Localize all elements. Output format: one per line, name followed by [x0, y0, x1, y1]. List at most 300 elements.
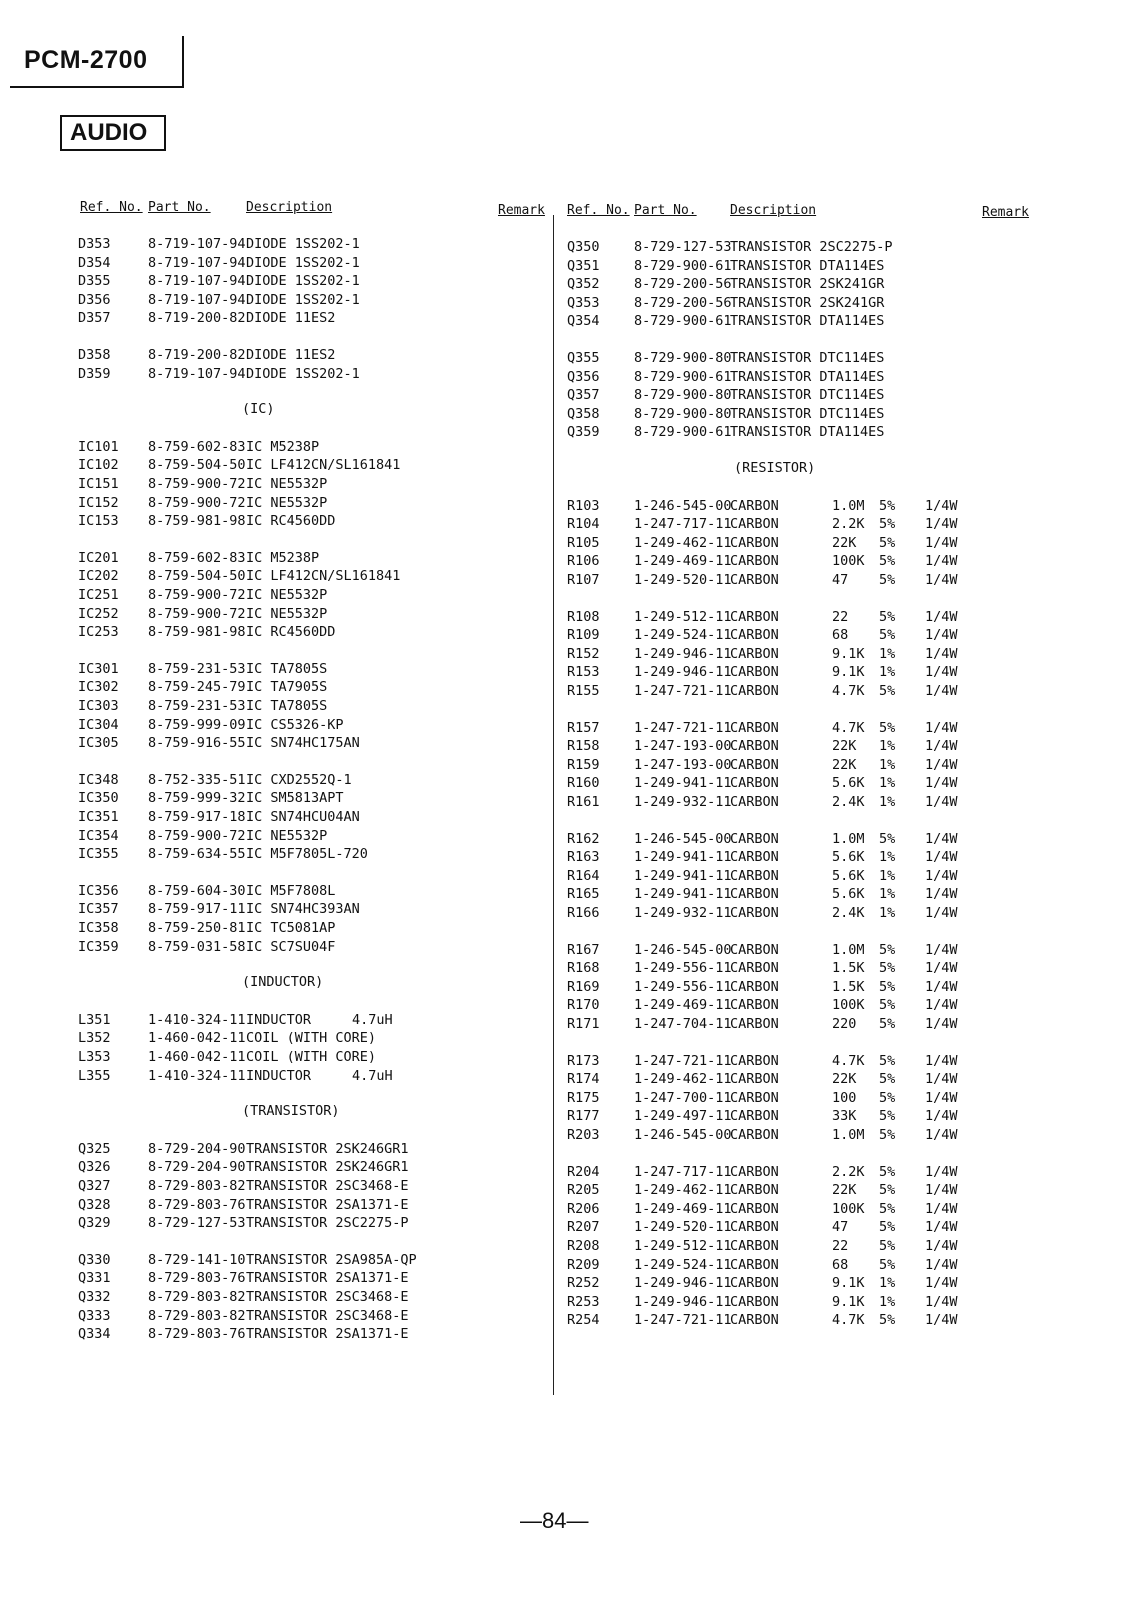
ref-no: R168 — [567, 960, 600, 977]
wattage: 1/4W — [925, 1016, 958, 1032]
part-no: 8-759-900-72 — [148, 494, 246, 511]
part-no: 1-249-512-11 — [634, 608, 732, 625]
ref-no: R209 — [567, 1256, 600, 1273]
value: 100K — [832, 1200, 865, 1217]
description: CARBON — [730, 1312, 779, 1329]
tolerance: 5% — [879, 941, 896, 958]
value: 5.6K — [832, 849, 865, 866]
tolerance: 1% — [879, 1293, 896, 1310]
value: 2.4K — [832, 794, 865, 810]
tolerance: 5% — [879, 978, 896, 995]
part-no: 1-249-941-11 — [634, 775, 732, 792]
section-label-box — [60, 115, 166, 151]
description: IC M5F7808L — [246, 882, 336, 899]
description: CARBON — [730, 1016, 779, 1032]
header-part-no-right: Part No. — [634, 203, 697, 218]
ref-no: Q327 — [78, 1178, 111, 1194]
part-no: 1-249-497-11 — [634, 1108, 732, 1125]
part-no: 8-759-999-32 — [148, 790, 246, 807]
part-no: 8-729-200-56 — [634, 276, 732, 293]
part-no: 8-759-634-55 — [148, 846, 246, 863]
part-no: 8-729-803-76 — [148, 1270, 246, 1287]
ref-no: L355 — [78, 1067, 111, 1084]
wattage: 1/4W — [925, 572, 958, 588]
part-no: 8-729-127-53 — [148, 1215, 246, 1232]
description: IC SC7SU04F — [246, 938, 336, 955]
category-heading: (INDUCTOR) — [242, 974, 324, 991]
value: 4.7K — [832, 1052, 865, 1069]
value: 100K — [832, 553, 865, 570]
ref-no: IC153 — [78, 513, 119, 530]
description: DIODE 1SS202-1 — [246, 254, 360, 271]
wattage: 1/4W — [925, 1200, 958, 1217]
ref-no: R163 — [567, 849, 600, 866]
ref-no: R152 — [567, 645, 600, 662]
part-no: 1-249-946-11 — [634, 664, 732, 681]
title-divider — [182, 36, 184, 88]
header-ref-no-right: Ref. No. — [567, 203, 630, 218]
ref-no: D356 — [78, 291, 111, 308]
wattage: 1/4W — [925, 645, 958, 662]
category-heading: (RESISTOR) — [734, 460, 816, 476]
ref-no: IC102 — [78, 457, 119, 474]
part-no: 8-719-107-94 — [148, 254, 246, 271]
part-no: 1-249-462-11 — [634, 1071, 732, 1088]
value: 22 — [832, 608, 849, 625]
ref-no: Q356 — [567, 368, 600, 385]
part-no: 1-247-721-11 — [634, 1052, 732, 1069]
ref-no: R105 — [567, 534, 600, 551]
tolerance: 5% — [879, 719, 896, 736]
part-no: 8-759-602-83 — [148, 438, 246, 455]
part-no: 8-729-803-82 — [148, 1178, 246, 1194]
tolerance: 5% — [879, 1052, 896, 1069]
ref-no: Q359 — [567, 424, 600, 441]
part-no: 8-759-917-11 — [148, 901, 246, 918]
description: TRANSISTOR DTA114ES — [730, 257, 885, 274]
ref-no: R253 — [567, 1293, 600, 1310]
ref-no: R107 — [567, 572, 600, 588]
part-no: 1-247-721-11 — [634, 719, 732, 736]
part-no: 8-729-200-56 — [634, 294, 732, 311]
ref-no: R108 — [567, 608, 600, 625]
value: 100K — [832, 997, 865, 1014]
column-divider — [553, 215, 554, 1395]
description: DIODE 11ES2 — [246, 310, 336, 327]
ref-no: IC350 — [78, 790, 119, 807]
wattage: 1/4W — [925, 756, 958, 773]
part-no: 1-247-704-11 — [634, 1016, 732, 1032]
tolerance: 5% — [879, 683, 896, 699]
ref-no: D357 — [78, 310, 111, 327]
wattage: 1/4W — [925, 1163, 958, 1180]
tolerance: 5% — [879, 497, 896, 514]
wattage: 1/4W — [925, 627, 958, 644]
part-no: 8-729-900-61 — [634, 424, 732, 441]
ref-no: R155 — [567, 683, 600, 699]
value: 5.6K — [832, 886, 865, 903]
description: TRANSISTOR 2SC2275-P — [246, 1215, 409, 1232]
tolerance: 5% — [879, 1016, 896, 1032]
part-no: 8-759-999-09 — [148, 716, 246, 733]
ref-no: R208 — [567, 1238, 600, 1254]
wattage: 1/4W — [925, 997, 958, 1014]
value: 9.1K — [832, 1275, 865, 1292]
description: TRANSISTOR 2SA1371-E — [246, 1270, 409, 1287]
part-no: 8-729-900-80 — [634, 350, 732, 366]
description: CARBON — [730, 1293, 779, 1310]
part-no: 8-759-250-81 — [148, 920, 246, 936]
description: CARBON — [730, 1200, 779, 1217]
part-no: 8-729-803-76 — [148, 1196, 246, 1213]
wattage: 1/4W — [925, 664, 958, 681]
wattage: 1/4W — [925, 497, 958, 514]
description: TRANSISTOR 2SA1371-E — [246, 1326, 409, 1343]
tolerance: 5% — [879, 608, 896, 625]
value: 4.7uH — [352, 1011, 393, 1028]
wattage: 1/4W — [925, 978, 958, 995]
ref-no: Q351 — [567, 257, 600, 274]
description: TRANSISTOR 2SA985A-QP — [246, 1251, 417, 1268]
part-no: 8-759-900-72 — [148, 587, 246, 603]
description: CARBON — [730, 997, 779, 1014]
ref-no: R206 — [567, 1200, 600, 1217]
part-no: 8-752-335-51 — [148, 771, 246, 788]
part-no: 1-247-193-00 — [634, 738, 732, 755]
ref-no: Q325 — [78, 1140, 111, 1157]
wattage: 1/4W — [925, 683, 958, 699]
tolerance: 1% — [879, 794, 896, 810]
wattage: 1/4W — [925, 608, 958, 625]
value: 33K — [832, 1108, 857, 1125]
description: CARBON — [730, 719, 779, 736]
part-no: 1-246-545-00 — [634, 1127, 732, 1143]
part-no: 8-729-803-82 — [148, 1289, 246, 1305]
tolerance: 5% — [879, 627, 896, 644]
tolerance: 5% — [879, 1108, 896, 1125]
wattage: 1/4W — [925, 534, 958, 551]
header-description-left: Description — [246, 200, 333, 215]
part-no: 8-759-231-53 — [148, 698, 246, 714]
ref-no: D354 — [78, 254, 111, 271]
ref-no: IC357 — [78, 901, 119, 918]
description: CARBON — [730, 645, 779, 662]
value: 1.0M — [832, 1127, 865, 1143]
value: 22K — [832, 1182, 857, 1199]
ref-no: IC253 — [78, 624, 119, 641]
value: 9.1K — [832, 664, 865, 681]
wattage: 1/4W — [925, 1052, 958, 1069]
ref-no: R167 — [567, 941, 600, 958]
value: 9.1K — [832, 1293, 865, 1310]
ref-no: R252 — [567, 1275, 600, 1292]
description: IC RC4560DD — [246, 624, 336, 641]
description: CARBON — [730, 794, 779, 810]
description: CARBON — [730, 960, 779, 977]
part-no: 8-759-981-98 — [148, 513, 246, 530]
ref-no: IC302 — [78, 679, 119, 696]
description: INDUCTOR — [246, 1011, 312, 1028]
tolerance: 5% — [879, 1256, 896, 1273]
ref-no: IC252 — [78, 605, 119, 622]
part-no: 1-247-700-11 — [634, 1089, 732, 1106]
ref-no: D358 — [78, 347, 111, 363]
part-no: 1-247-717-11 — [634, 516, 732, 533]
page-number: —84— — [520, 1508, 589, 1533]
wattage: 1/4W — [925, 905, 958, 921]
ref-no: R103 — [567, 497, 600, 514]
part-no: 8-729-900-80 — [634, 405, 732, 422]
part-no: 1-249-932-11 — [634, 794, 732, 810]
value: 47 — [832, 572, 849, 588]
part-no: 1-249-946-11 — [634, 1293, 732, 1310]
part-no: 8-759-245-79 — [148, 679, 246, 696]
part-no: 1-249-512-11 — [634, 1238, 732, 1254]
tolerance: 5% — [879, 960, 896, 977]
part-no: 8-759-504-50 — [148, 568, 246, 585]
value: 5.6K — [832, 867, 865, 884]
part-no: 1-247-193-00 — [634, 756, 732, 773]
tolerance: 1% — [879, 775, 896, 792]
part-no: 8-759-604-30 — [148, 882, 246, 899]
header-remark-right: Remark — [982, 205, 1029, 220]
ref-no: R169 — [567, 978, 600, 995]
part-no: 8-759-504-50 — [148, 457, 246, 474]
ref-no: Q353 — [567, 294, 600, 311]
description: IC CXD2552Q-1 — [246, 771, 352, 788]
description: TRANSISTOR 2SA1371-E — [246, 1196, 409, 1213]
part-no: 1-246-545-00 — [634, 497, 732, 514]
part-no: 8-729-204-90 — [148, 1159, 246, 1176]
description: CARBON — [730, 886, 779, 903]
ref-no: R160 — [567, 775, 600, 792]
ref-no: Q334 — [78, 1326, 111, 1343]
part-no: 1-460-042-11 — [148, 1030, 246, 1047]
wattage: 1/4W — [925, 1182, 958, 1199]
tolerance: 1% — [879, 664, 896, 681]
description: IC SM5813APT — [246, 790, 344, 807]
description: TRANSISTOR 2SK246GR1 — [246, 1159, 409, 1176]
tolerance: 5% — [879, 1163, 896, 1180]
description: IC CS5326-KP — [246, 716, 344, 733]
part-no: 1-249-556-11 — [634, 978, 732, 995]
description: CARBON — [730, 608, 779, 625]
ref-no: IC351 — [78, 809, 119, 825]
value: 22K — [832, 534, 857, 551]
part-no: 1-249-932-11 — [634, 905, 732, 921]
description: CARBON — [730, 756, 779, 773]
ref-no: IC356 — [78, 882, 119, 899]
value: 2.2K — [832, 516, 865, 533]
ref-no: IC251 — [78, 587, 119, 603]
tolerance: 5% — [879, 1238, 896, 1254]
ref-no: Q355 — [567, 350, 600, 366]
value: 47 — [832, 1219, 849, 1236]
value: 22K — [832, 1071, 857, 1088]
description: TRANSISTOR DTA114ES — [730, 368, 885, 385]
tolerance: 1% — [879, 886, 896, 903]
ref-no: Q354 — [567, 313, 600, 330]
ref-no: Q326 — [78, 1159, 111, 1176]
part-no: 8-729-900-61 — [634, 368, 732, 385]
tolerance: 5% — [879, 1312, 896, 1329]
ref-no: IC202 — [78, 568, 119, 585]
part-no: 1-249-524-11 — [634, 627, 732, 644]
value: 220 — [832, 1016, 857, 1032]
wattage: 1/4W — [925, 849, 958, 866]
tolerance: 5% — [879, 516, 896, 533]
ref-no: D353 — [78, 236, 111, 252]
ref-no: IC355 — [78, 846, 119, 863]
wattage: 1/4W — [925, 1071, 958, 1088]
wattage: 1/4W — [925, 1238, 958, 1254]
ref-no: IC305 — [78, 735, 119, 752]
part-no: 8-719-107-94 — [148, 273, 246, 290]
ref-no: Q352 — [567, 276, 600, 293]
ref-no: Q357 — [567, 387, 600, 404]
ref-no: R170 — [567, 997, 600, 1014]
wattage: 1/4W — [925, 794, 958, 810]
tolerance: 5% — [879, 1071, 896, 1088]
description: CARBON — [730, 1089, 779, 1106]
part-no: 1-249-524-11 — [634, 1256, 732, 1273]
part-no: 1-249-469-11 — [634, 553, 732, 570]
tolerance: 1% — [879, 849, 896, 866]
ref-no: IC101 — [78, 438, 119, 455]
ref-no: L351 — [78, 1011, 111, 1028]
ref-no: R203 — [567, 1127, 600, 1143]
description: CARBON — [730, 738, 779, 755]
wattage: 1/4W — [925, 719, 958, 736]
description: TRANSISTOR DTC114ES — [730, 387, 885, 404]
part-no: 8-729-900-80 — [634, 387, 732, 404]
ref-no: L352 — [78, 1030, 111, 1047]
ref-no: R171 — [567, 1016, 600, 1032]
description: DIODE 1SS202-1 — [246, 273, 360, 290]
description: IC TA7805S — [246, 698, 328, 714]
value: 1.0M — [832, 830, 865, 847]
description: DIODE 1SS202-1 — [246, 291, 360, 308]
part-no: 1-249-469-11 — [634, 1200, 732, 1217]
section-label: AUDIO — [70, 119, 148, 146]
tolerance: 5% — [879, 553, 896, 570]
description: TRANSISTOR 2SK241GR — [730, 294, 885, 311]
part-no: 8-729-803-76 — [148, 1326, 246, 1343]
ref-no: R207 — [567, 1219, 600, 1236]
part-no: 1-247-721-11 — [634, 683, 732, 699]
tolerance: 5% — [879, 1127, 896, 1143]
ref-no: Q329 — [78, 1215, 111, 1232]
ref-no: Q331 — [78, 1270, 111, 1287]
value: 1.0M — [832, 497, 865, 514]
value: 1.5K — [832, 978, 865, 995]
part-no: 1-249-462-11 — [634, 1182, 732, 1199]
wattage: 1/4W — [925, 1312, 958, 1329]
ref-no: IC358 — [78, 920, 119, 936]
value: 4.7uH — [352, 1067, 393, 1084]
ref-no: R158 — [567, 738, 600, 755]
ref-no: R177 — [567, 1108, 600, 1125]
description: IC NE5532P — [246, 587, 328, 603]
part-no: 1-410-324-11 — [148, 1067, 246, 1084]
ref-no: R166 — [567, 905, 600, 921]
description: IC TC5081AP — [246, 920, 336, 936]
description: CARBON — [730, 775, 779, 792]
description: IC SN74HC393AN — [246, 901, 360, 918]
description: CARBON — [730, 867, 779, 884]
description: CARBON — [730, 1182, 779, 1199]
description: CARBON — [730, 683, 779, 699]
wattage: 1/4W — [925, 1219, 958, 1236]
ref-no: R165 — [567, 886, 600, 903]
tolerance: 5% — [879, 997, 896, 1014]
ref-no: R104 — [567, 516, 600, 533]
description: IC NE5532P — [246, 605, 328, 622]
ref-no: R162 — [567, 830, 600, 847]
ref-no: R174 — [567, 1071, 600, 1088]
value: 4.7K — [832, 719, 865, 736]
tolerance: 5% — [879, 1182, 896, 1199]
description: CARBON — [730, 1127, 779, 1143]
header-ref-no-left: Ref. No. — [80, 200, 143, 215]
part-no: 8-759-231-53 — [148, 660, 246, 677]
part-no: 1-249-462-11 — [634, 534, 732, 551]
part-no: 8-759-900-72 — [148, 476, 246, 492]
tolerance: 1% — [879, 738, 896, 755]
description: CARBON — [730, 497, 779, 514]
value: 4.7K — [832, 1312, 865, 1329]
value: 2.4K — [832, 905, 865, 921]
part-no: 1-410-324-11 — [148, 1011, 246, 1028]
description: INDUCTOR — [246, 1067, 312, 1084]
description: CARBON — [730, 1052, 779, 1069]
value: 22 — [832, 1238, 849, 1254]
description: CARBON — [730, 849, 779, 866]
tolerance: 1% — [879, 1275, 896, 1292]
description: IC M5238P — [246, 549, 320, 566]
wattage: 1/4W — [925, 1275, 958, 1292]
description: IC NE5532P — [246, 494, 328, 511]
header-description-right: Description — [730, 203, 817, 218]
wattage: 1/4W — [925, 867, 958, 884]
tolerance: 5% — [879, 1219, 896, 1236]
part-no: 1-249-941-11 — [634, 849, 732, 866]
tolerance: 5% — [879, 830, 896, 847]
wattage: 1/4W — [925, 738, 958, 755]
value: 68 — [832, 1256, 849, 1273]
part-no: 1-249-946-11 — [634, 1275, 732, 1292]
ref-no: R109 — [567, 627, 600, 644]
part-no: 1-249-941-11 — [634, 867, 732, 884]
description: IC NE5532P — [246, 476, 328, 492]
tolerance: 5% — [879, 534, 896, 551]
description: CARBON — [730, 516, 779, 533]
ref-no: D355 — [78, 273, 111, 290]
description: CARBON — [730, 1238, 779, 1254]
description: DIODE 1SS202-1 — [246, 236, 360, 252]
tolerance: 1% — [879, 645, 896, 662]
part-no: 1-249-946-11 — [634, 645, 732, 662]
tolerance: 1% — [879, 756, 896, 773]
description: CARBON — [730, 664, 779, 681]
title-underline — [10, 86, 183, 88]
part-no: 1-249-469-11 — [634, 997, 732, 1014]
category-heading: (TRANSISTOR) — [242, 1103, 340, 1120]
category-heading: (IC) — [242, 401, 275, 418]
description: DIODE 1SS202-1 — [246, 365, 360, 382]
ref-no: R153 — [567, 664, 600, 681]
value: 9.1K — [832, 645, 865, 662]
